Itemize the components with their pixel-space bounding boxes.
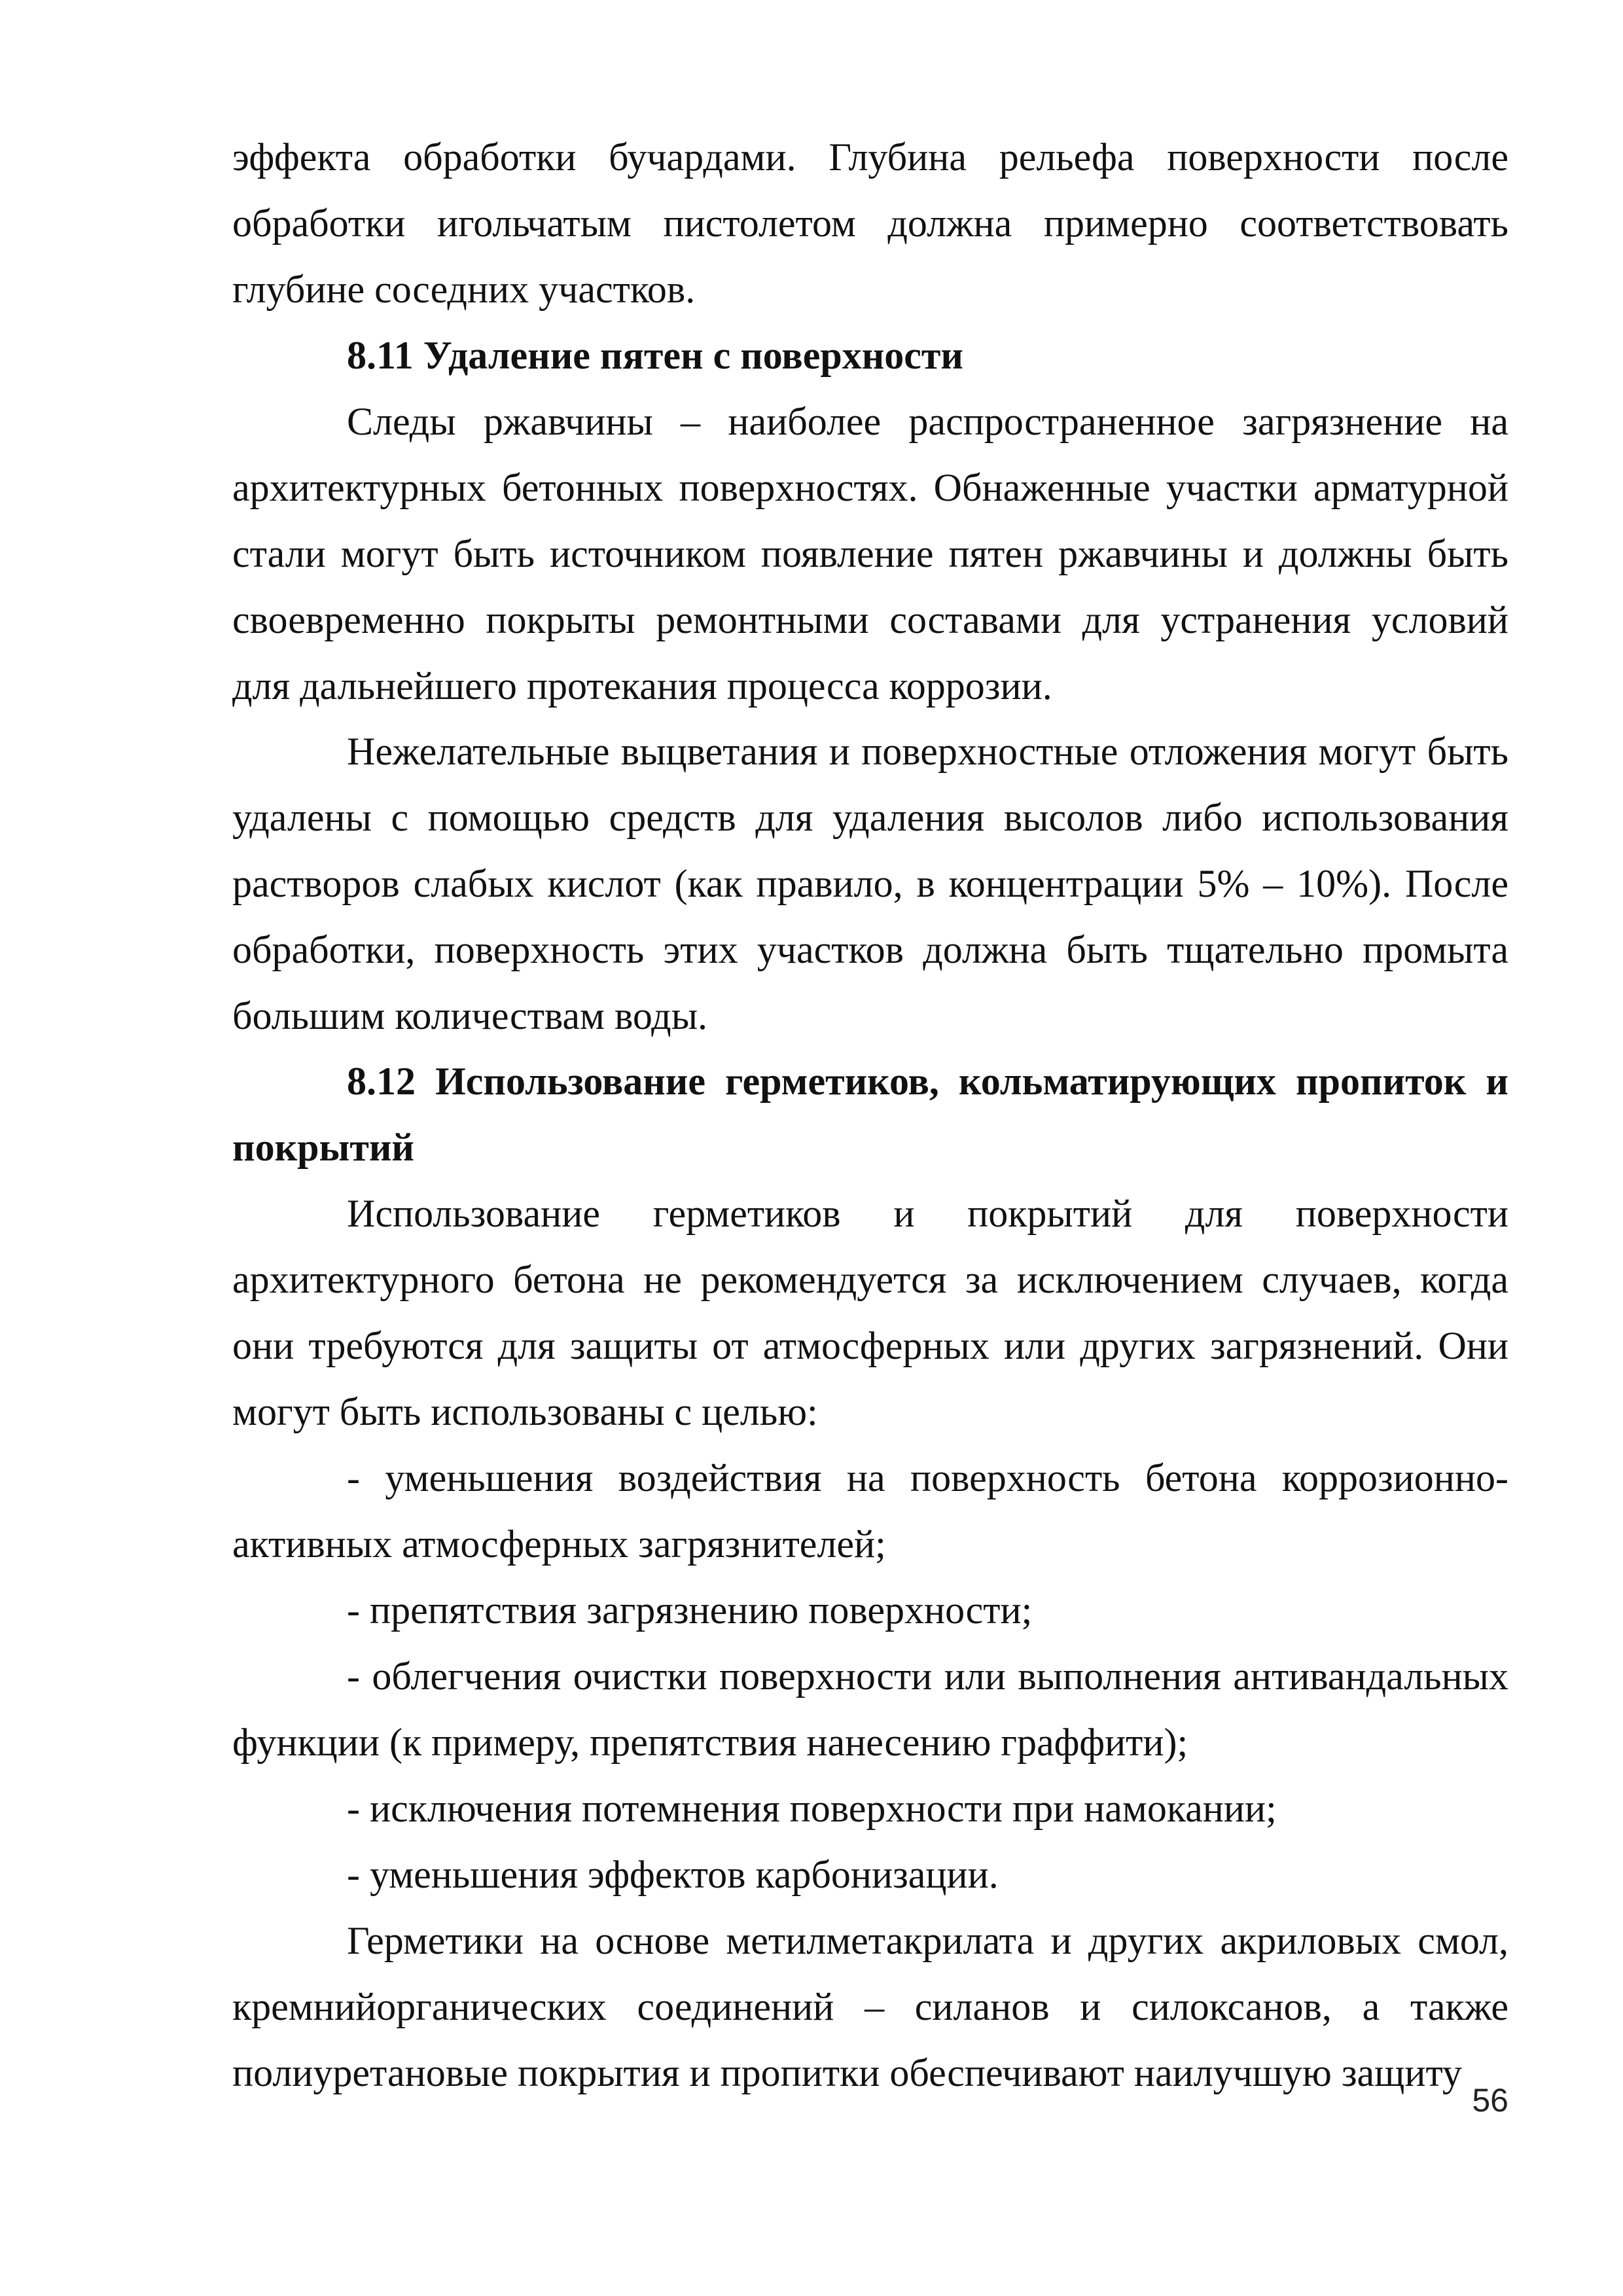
paragraph-sealant-types: Герметики на основе метилметакрилата и других акриловых смол, кремнийорганических соединений – силанов и силоксанов, а также полиуретановые покрытия и пропитки обеспечивают наилучшую защиту — [232, 1919, 1508, 2094]
paragraph-continuation: эффекта обработки бучардами. Глубина рельефа поверхности после обработки игольчатым пистолетом должна примерно соответствовать глубине соседних участков. — [232, 135, 1508, 311]
list-item: - препятствия загрязнению поверхности; — [347, 1588, 1033, 1632]
list-item: - уменьшения эффектов карбонизации. — [347, 1853, 999, 1896]
list-item: - исключения потемнения поверхности при намокании; — [347, 1787, 1277, 1830]
page-number: 56 — [1472, 2082, 1508, 2119]
paragraph-rust-stains: Следы ржавчины – наиболее распространенное загрязнение на архитектурных бетонных поверхностях. Обнаженные участки арматурной стали могут быть источником появление пятен ржавчины и должны быть своевременно покрыты ремонтными составами для устранения условий для дальнейшего протекания процесса коррозии. — [232, 400, 1508, 708]
section-heading-8-11: 8.11 Удаление пятен с поверхности — [347, 334, 963, 377]
paragraph-sealants-usage: Использование герметиков и покрытий для поверхности архитектурного бетона не рекомендуется за исключением случаев, когда они требуются для защиты от атмосферных или других загрязнений. Они могут быть использованы с целью: — [232, 1192, 1508, 1433]
section-heading-8-12: 8.12 Использование герметиков, кольматирующих пропиток и покрытий — [232, 1060, 1508, 1169]
paragraph-efflorescence: Нежелательные выцветания и поверхностные отложения могут быть удалены с помощью средств для удаления высолов либо использования растворов слабых кислот (как правило, в концентрации 5% – 10%). После обработки, поверхность этих участков должна быть тщательно промыта большим количествам воды. — [232, 730, 1508, 1037]
list-item: - облегчения очистки поверхности или выполнения антивандальных функции (к примеру, препятствия нанесению граффити); — [232, 1655, 1508, 1764]
list-item: - уменьшения воздействия на поверхность бетона коррозионно-активных атмосферных загрязнителей; — [232, 1456, 1508, 1566]
